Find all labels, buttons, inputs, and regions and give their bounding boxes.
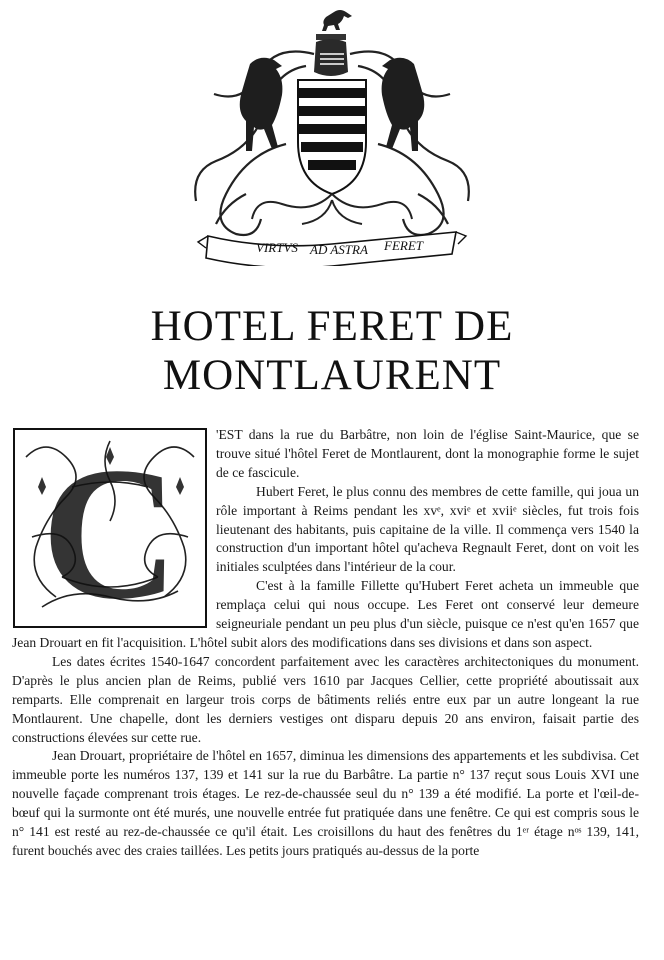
crest-greyhound-icon xyxy=(322,10,352,31)
page-title: HOTEL FERET DE MONTLAURENT xyxy=(150,303,514,399)
drop-cap-letter: C xyxy=(41,429,179,629)
shield-icon xyxy=(298,80,366,194)
helmet-icon xyxy=(314,39,348,76)
supporter-greyhound-left-icon xyxy=(240,58,283,151)
motto-word-2: AD ASTRA xyxy=(310,242,368,257)
paragraph-2: Hubert Feret, le plus connu des membres de cette famille, qui joua un rôle important à Reims pendant les xvᵉ, xviᵉ et xviiᵉ siècles, fut trois fois lieutenant des habitants, puis capitaine de la ville. Il commença vers 1540 la construction d'un important hôtel qu'acheva Regnault Feret, dont on voit les initiales sculptées dans l'intérieur de la cour. xyxy=(216,483,639,575)
motto-ribbon xyxy=(198,232,466,266)
supporter-greyhound-right-icon xyxy=(382,58,425,151)
motto-word-3: FERET xyxy=(384,238,423,253)
paragraph-1: 'EST dans la rue du Barbâtre, non loin de l'église Saint-Maurice, que se trouve situé l'hôtel Feret de Montlaurent, dont la monographie forme le sujet de ce fascicule. xyxy=(216,427,639,480)
ornamental-initial xyxy=(12,427,208,629)
coat-of-arms xyxy=(186,4,478,266)
paragraph-4: Les dates écrites 1540-1647 concordent parfaitement avec les caractères architectoniques du monument. D'après le plus ancien plan de Reims, publié vers 1610 par Jacques Cellier, cette propriété aboutissait aux remparts. Elle comprenait en largeur trois corps de bâtiments reliés entre eux par un autre longeant la rue Montlaurent. Une chapelle, dont les derniers vestiges ont disparu depuis 20 ans environ, faisait partie des constructions élevées sur cette rue. xyxy=(12,653,639,745)
foliage-ornament xyxy=(252,194,412,224)
body-text xyxy=(12,426,639,861)
paragraph-5: Jean Drouart, propriétaire de l'hôtel en 1657, diminua les dimensions des appartements et les subdivisa. Cet immeuble porte les numéros 137, 139 et 141 sur la rue du Barbâtre. La partie n° 137 reçut sous Louis XVI une nouvelle façade comprenant trois étages. Le rez-de-chaussée seul du n° 139 a été modifié. La porte et l'œil-de-bœuf qui la surmonte ont été murés, une nouvelle entrée fut pratiquée dans une fenêtre. Ce qui est compris sous le n° 141 est resté au rez-de-chaussée ce qu'il était. Les croisillons du haut des fenêtres du 1ᵉʳ étage nᵒˢ 139, 141, furent bouchés avec des craies taillées. Les petits jours pratiqués au-dessus de la porte xyxy=(12,748,639,858)
motto-word-1: VIRTVS xyxy=(256,240,298,255)
paragraph-3: C'est à la famille Fillette qu'Hubert Feret acheta un immeuble que remplaça celui qui nous occupe. Les Feret ont conservé leur demeure seigneuriale pendant un peu plus d'un siècle, puisque ce n'est qu'en 1657 que Jean Drouart en fit l'acquisition. L'hôtel subit alors des modifications dans ses divisions et dans son aspect. xyxy=(12,578,639,650)
